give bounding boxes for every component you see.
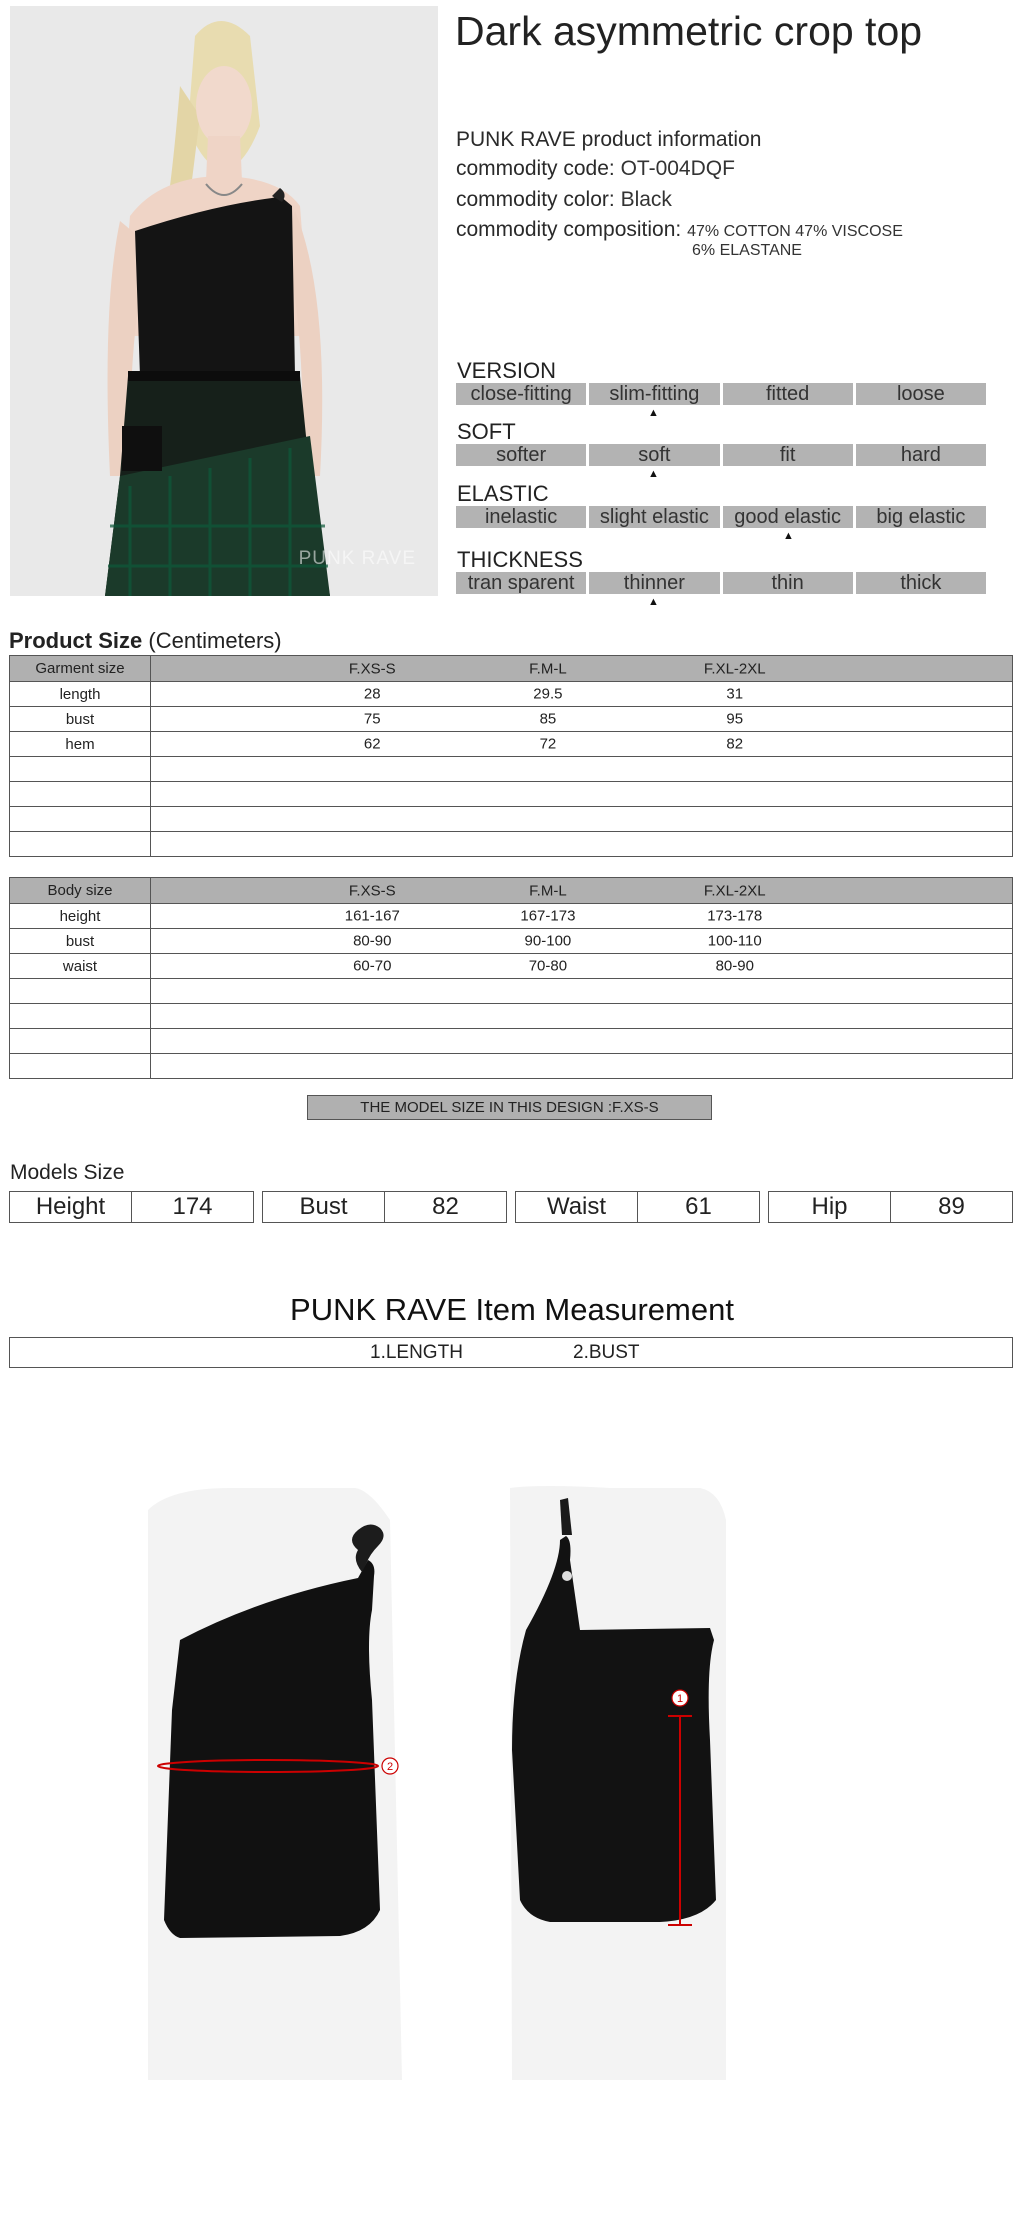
- measurement-diagram: [140, 1480, 860, 2080]
- attr-label-thickness: THICKNESS: [457, 547, 583, 572]
- product-size-title: [9, 628, 282, 654]
- table-cell-empty: [10, 1029, 151, 1054]
- table-cell-values: [151, 707, 1013, 732]
- attr-option: loose: [856, 383, 986, 405]
- table-cell-empty: [10, 832, 151, 857]
- model-measure-hip: [768, 1191, 1013, 1223]
- table-cell: bust: [10, 929, 151, 954]
- table-cell-empty: [151, 807, 1013, 832]
- marker-1-label: 1: [676, 1693, 684, 1705]
- commodity-composition: [456, 218, 903, 242]
- table-cell: 80-90: [353, 932, 392, 950]
- attr-label-elastic: ELASTIC: [457, 481, 549, 506]
- composition-line2: 6% ELASTANE: [692, 242, 802, 259]
- table-row-empty: [10, 832, 1013, 857]
- table-row: [10, 904, 1013, 929]
- models-size-title: Models Size: [10, 1161, 125, 1184]
- measurement-legend: [9, 1337, 1013, 1368]
- attr-option: hard: [856, 444, 986, 466]
- attr-label-soft: SOFT: [457, 419, 516, 444]
- attr-option: tran sparent: [456, 572, 586, 594]
- table-cell: 100-110: [707, 932, 762, 950]
- selected-marker-icon: ▲: [648, 596, 659, 608]
- selected-marker-icon: ▲: [648, 468, 659, 480]
- color-label: commodity color:: [456, 188, 615, 211]
- table-cell-empty: [10, 1004, 151, 1029]
- model-measure-waist: [515, 1191, 760, 1223]
- model-measure-height: [9, 1191, 254, 1223]
- table-cell-values: [151, 904, 1013, 929]
- attr-option: thin: [723, 572, 853, 594]
- table-row: [10, 954, 1013, 979]
- table-row-empty: [10, 1054, 1013, 1079]
- table-row-empty: [10, 979, 1013, 1004]
- attr-row-elastic: [456, 506, 986, 528]
- measurement-title: PUNK RAVE Item Measurement: [290, 1292, 734, 1327]
- table-cell: 31: [726, 685, 744, 703]
- model-measure-label: Bust: [263, 1192, 385, 1222]
- model-measure-label: Height: [10, 1192, 132, 1222]
- table-cell: length: [10, 682, 151, 707]
- table-cell: 90-100: [524, 932, 572, 950]
- attr-row-version: [456, 383, 986, 405]
- commodity-color: [456, 188, 672, 212]
- photo-watermark: PUNK RAVE: [298, 548, 416, 569]
- table-cell-empty: [10, 1054, 151, 1079]
- table-row: [10, 732, 1013, 757]
- table-header-cell: F.M-L: [529, 882, 567, 899]
- table-header-cell: F.XL-2XL: [703, 660, 766, 677]
- attr-option: thick: [856, 572, 986, 594]
- model-measure-value: 174: [172, 1193, 213, 1220]
- table-cell: 85: [539, 710, 557, 728]
- table-cell: 75: [363, 710, 381, 728]
- table-row-empty: [10, 782, 1013, 807]
- attr-option: big elastic: [856, 506, 986, 528]
- table-header-cell: F.XS-S: [348, 882, 396, 899]
- table-cell-empty: [10, 782, 151, 807]
- table-cell-empty: [10, 807, 151, 832]
- table-cell: 62: [363, 735, 381, 753]
- table-cell: bust: [10, 707, 151, 732]
- composition-label: commodity composition:: [456, 218, 682, 241]
- attr-option: fitted: [723, 383, 853, 405]
- table-cell-empty: [151, 832, 1013, 857]
- attr-row-soft: [456, 444, 986, 466]
- attr-option: slim-fitting: [589, 383, 719, 405]
- table-cell: 28: [363, 685, 381, 703]
- table-header-sizes: [151, 656, 1013, 682]
- info-heading: PUNK RAVE product information: [456, 128, 762, 151]
- attr-option: softer: [456, 444, 586, 466]
- product-size-unit: (Centimeters): [148, 628, 282, 653]
- product-photo: [10, 6, 438, 596]
- model-measure-value: 61: [685, 1193, 712, 1220]
- commodity-code: [456, 157, 735, 181]
- table-cell-empty: [151, 757, 1013, 782]
- table-row-empty: [10, 807, 1013, 832]
- table-cell-empty: [151, 1054, 1013, 1079]
- attr-row-thickness: [456, 572, 986, 594]
- table-cell: height: [10, 904, 151, 929]
- selected-marker-icon: ▲: [783, 530, 794, 542]
- table-cell-values: [151, 929, 1013, 954]
- table-cell: 95: [726, 710, 744, 728]
- body-size-table: [9, 877, 1013, 1079]
- table-row: [10, 707, 1013, 732]
- product-size-heading: Product Size: [9, 628, 143, 653]
- code-label: commodity code:: [456, 157, 615, 180]
- garment-diagram: [140, 1480, 860, 2080]
- table-cell: 70-80: [528, 957, 568, 975]
- table-header-cell: F.XS-S: [348, 660, 396, 677]
- table-cell-empty: [151, 979, 1013, 1004]
- table-header-sizes: [151, 878, 1013, 904]
- table-header-cell: F.XL-2XL: [703, 882, 766, 899]
- composition-line1: 47% COTTON 47% VISCOSE: [687, 223, 903, 240]
- model-size-note: THE MODEL SIZE IN THIS DESIGN :F.XS-S: [307, 1095, 712, 1120]
- measurement-item-bust: 2.BUST: [573, 1342, 640, 1363]
- table-cell-values: [151, 732, 1013, 757]
- table-cell-empty: [151, 1004, 1013, 1029]
- attr-option: good elastic: [723, 506, 853, 528]
- marker-2-label: 2: [386, 1761, 394, 1773]
- table-cell-values: [151, 954, 1013, 979]
- table-header-row: [10, 656, 1013, 682]
- attr-option: thinner: [589, 572, 719, 594]
- table-cell: 80-90: [715, 957, 754, 975]
- table-cell: 173-178: [707, 907, 763, 925]
- attr-label-version: VERSION: [457, 358, 557, 383]
- color-value: Black: [620, 188, 672, 211]
- table-cell: 29.5: [533, 685, 563, 703]
- table-header-cell: Garment size: [10, 656, 151, 682]
- table-header-row: [10, 878, 1013, 904]
- table-cell: hem: [10, 732, 151, 757]
- table-cell-empty: [151, 1029, 1013, 1054]
- table-header-cell: Body size: [10, 878, 151, 904]
- selected-marker-icon: ▲: [648, 407, 659, 419]
- attr-option: inelastic: [456, 506, 586, 528]
- model-measure-value: 82: [432, 1193, 459, 1220]
- table-cell: 161-167: [344, 907, 400, 925]
- table-cell-empty: [151, 782, 1013, 807]
- table-row-empty: [10, 1029, 1013, 1054]
- table-cell-empty: [10, 757, 151, 782]
- product-title: Dark asymmetric crop top: [455, 8, 923, 54]
- attr-option: soft: [589, 444, 719, 466]
- attr-option: close-fitting: [456, 383, 586, 405]
- table-cell-values: [151, 682, 1013, 707]
- model-measure-bust: [262, 1191, 507, 1223]
- table-header-cell: F.M-L: [529, 660, 567, 677]
- model-measure-value: 89: [938, 1193, 965, 1220]
- models-size-row: [9, 1191, 1013, 1223]
- attr-option: fit: [723, 444, 853, 466]
- table-row-empty: [10, 1004, 1013, 1029]
- table-cell: 60-70: [353, 957, 392, 975]
- model-measure-label: Hip: [769, 1192, 891, 1222]
- table-row: [10, 682, 1013, 707]
- code-value: OT-004DQF: [620, 157, 735, 180]
- garment-size-table: [9, 655, 1013, 857]
- table-row: [10, 929, 1013, 954]
- measurement-item-length: 1.LENGTH: [370, 1342, 463, 1363]
- table-cell: 167-173: [520, 907, 576, 925]
- attr-option: slight elastic: [589, 506, 719, 528]
- table-row-empty: [10, 757, 1013, 782]
- model-illustration: [10, 6, 438, 596]
- table-cell: 72: [539, 735, 557, 753]
- table-cell-empty: [10, 979, 151, 1004]
- model-measure-label: Waist: [516, 1192, 638, 1222]
- table-cell: 82: [726, 735, 744, 753]
- table-cell: waist: [10, 954, 151, 979]
